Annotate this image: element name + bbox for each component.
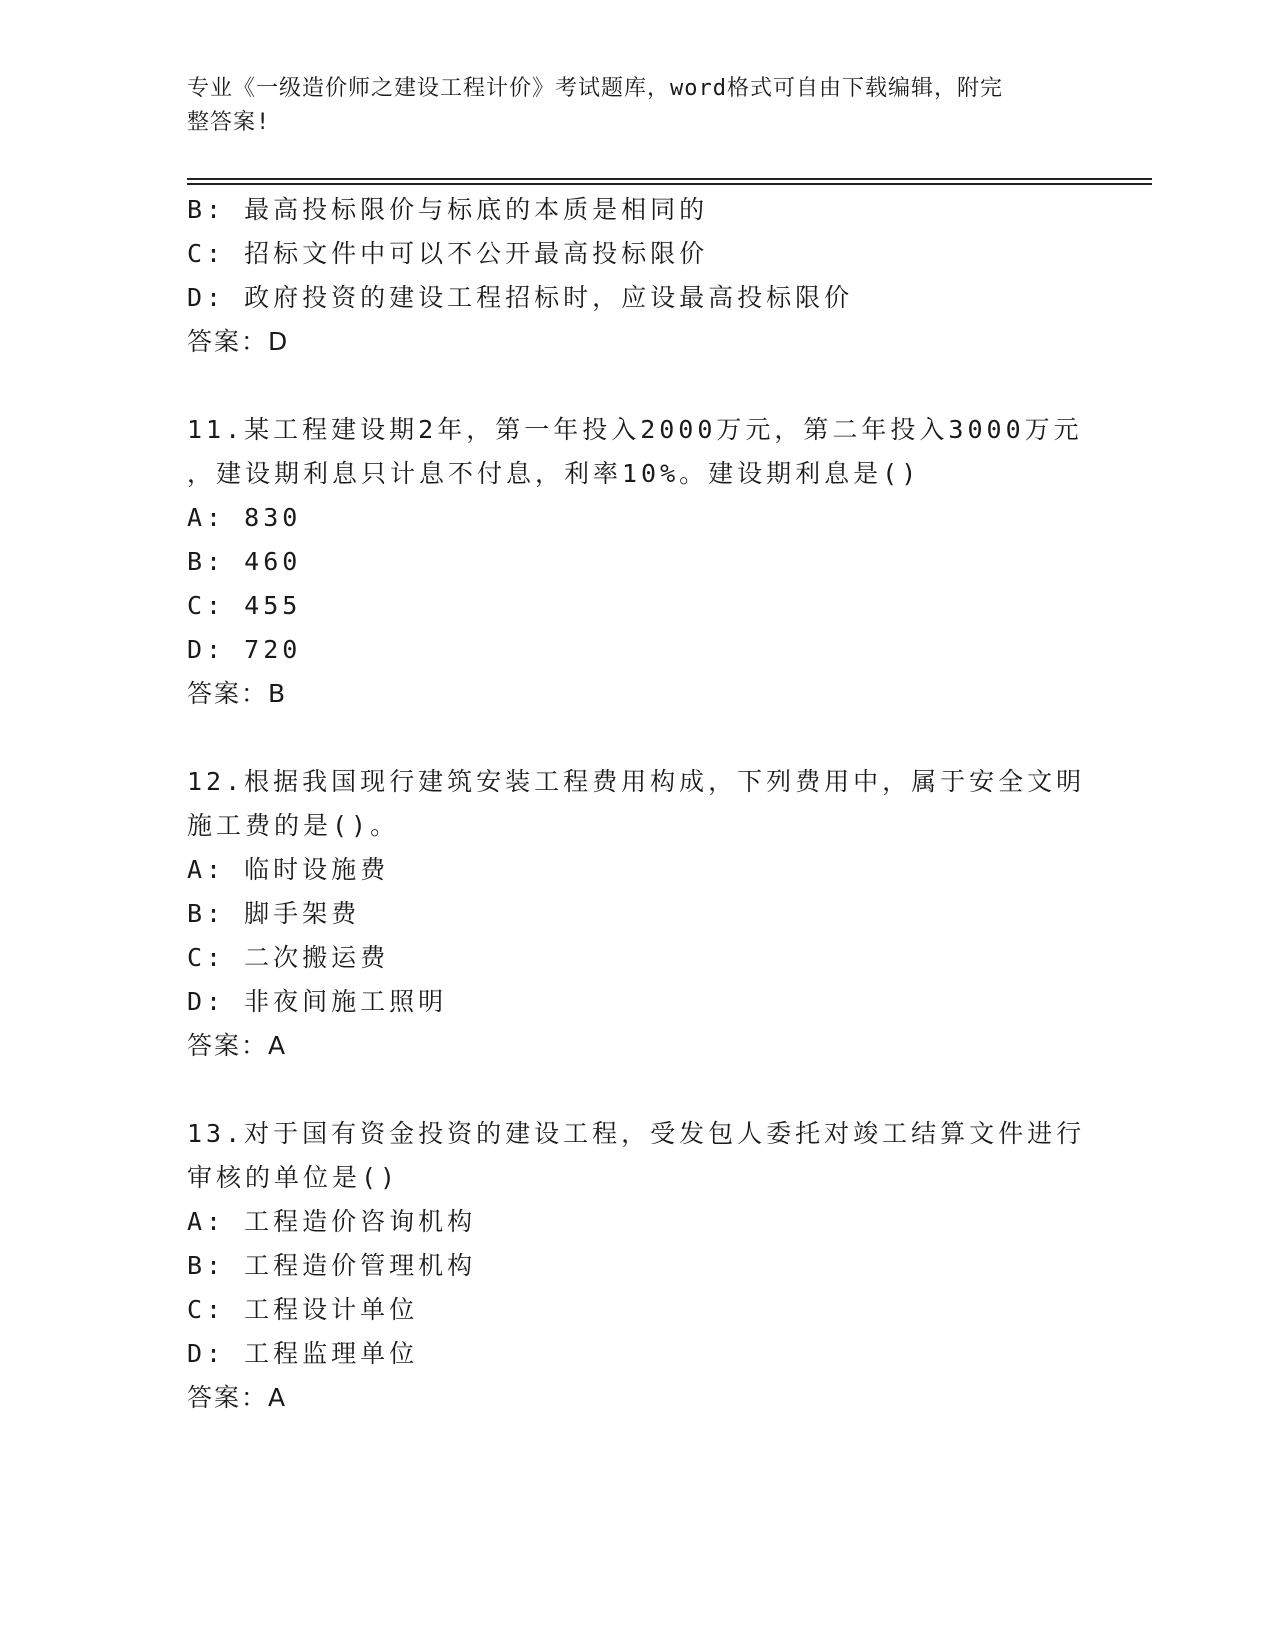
header-line-2: 整答案! [187, 110, 271, 135]
header-divider-top [187, 178, 1152, 180]
q13-answer: 答案：A [187, 1383, 288, 1412]
q11-stem-line-2: ，建设期利息只计息不付息，利率10%。建设期利息是() [187, 459, 921, 488]
q13-stem-line-1: 13.对于国有资金投资的建设工程，受发包人委托对竣工结算文件进行 [187, 1119, 1086, 1148]
prev-option-c: C: 招标文件中可以不公开最高投标限价 [187, 239, 709, 268]
document-header [187, 72, 1067, 140]
q11-stem-line-1: 11.某工程建设期2年，第一年投入2000万元，第二年投入3000万元 [187, 415, 1083, 444]
q12-option-a: A: 临时设施费 [187, 855, 390, 884]
q11-option-d: D: 720 [187, 635, 302, 664]
q12-option-d: D: 非夜间施工照明 [187, 987, 448, 1016]
q13-option-b: B: 工程造价管理机构 [187, 1251, 477, 1280]
q12-stem-line-2: 施工费的是()。 [187, 811, 400, 840]
q11-option-a: A: 830 [187, 503, 302, 532]
q12-option-b: B: 脚手架费 [187, 899, 361, 928]
q13-option-d: D: 工程监理单位 [187, 1339, 419, 1368]
header-line-1: 专业《一级造价师之建设工程计价》考试题库，word格式可自由下载编辑，附完 [187, 76, 1003, 101]
prev-option-b: B: 最高投标限价与标底的本质是相同的 [187, 195, 709, 224]
q11-answer: 答案：B [187, 679, 288, 708]
q13-option-a: A: 工程造价咨询机构 [187, 1207, 477, 1236]
prev-option-d: D: 政府投资的建设工程招标时，应设最高投标限价 [187, 283, 854, 312]
q11-option-b: B: 460 [187, 547, 302, 576]
prev-answer: 答案：D [187, 327, 290, 356]
q12-option-c: C: 二次搬运费 [187, 943, 390, 972]
q11-option-c: C: 455 [187, 591, 302, 620]
q13-option-c: C: 工程设计单位 [187, 1295, 419, 1324]
q13-stem-line-2: 审核的单位是() [187, 1163, 400, 1192]
q12-stem-line-1: 12.根据我国现行建筑安装工程费用构成，下列费用中，属于安全文明 [187, 767, 1086, 796]
q12-answer: 答案：A [187, 1031, 288, 1060]
header-divider-bottom [187, 183, 1152, 185]
